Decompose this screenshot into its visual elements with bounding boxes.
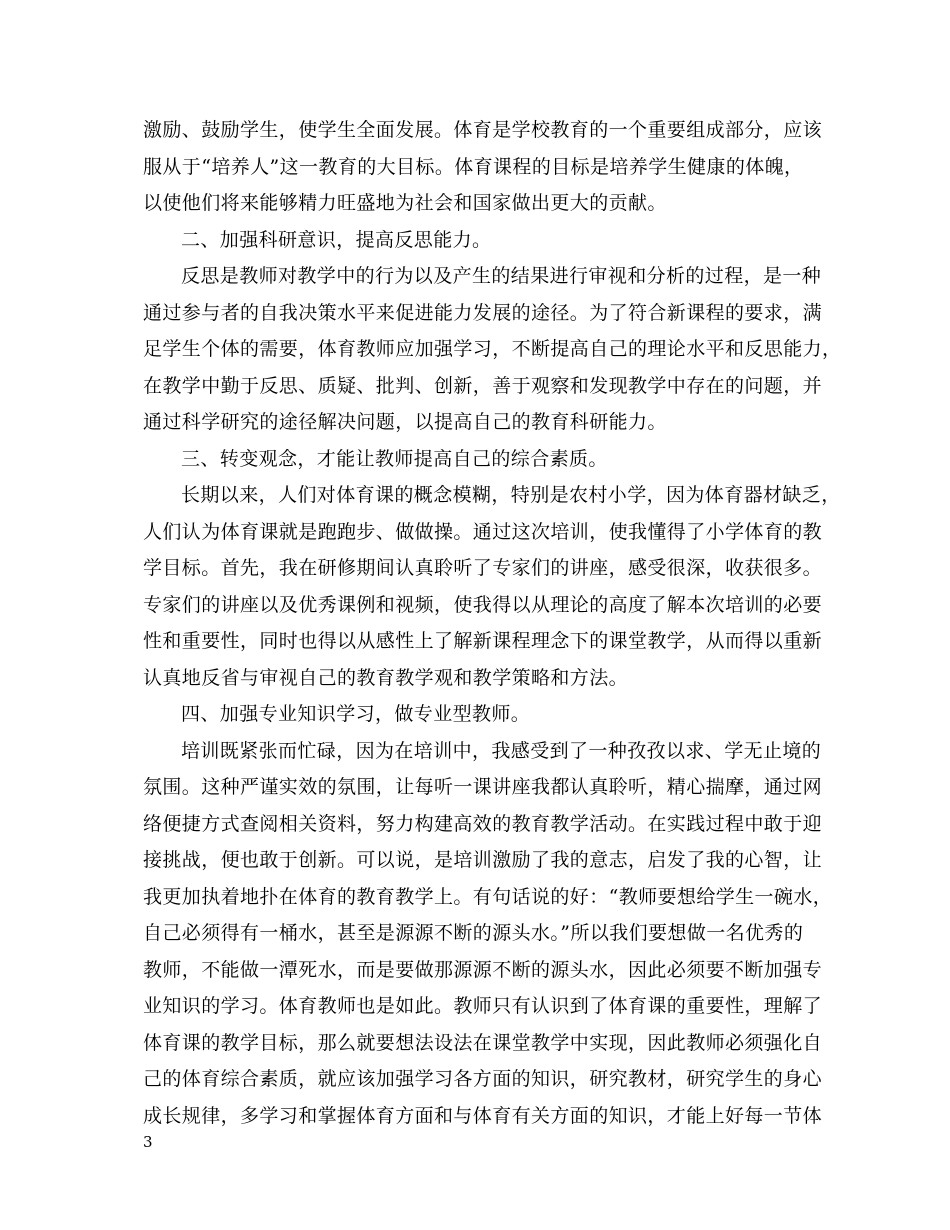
text-line: 教师，不能做一潭死水，而是要做那源源不断的源头水，因此必须要不断加强专 bbox=[143, 958, 823, 981]
text-line: 四、加强专业知识学习，做专业型教师。 bbox=[181, 703, 531, 725]
text-line: 通过参与者的自我决策水平来促进能力发展的途径。为了符合新课程的要求，满 bbox=[143, 301, 823, 324]
text-line: 反思是教师对教学中的行为以及产生的结果进行审视和分析的过程，是一种 bbox=[181, 265, 822, 287]
text-line: 接挑战，便也敢于创新。可以说，是培训激励了我的意志，启发了我的心智，让 bbox=[143, 849, 823, 871]
text-line: 激励、鼓励学生，使学生全面发展。体育是学校教育的一个重要组成部分，应该 bbox=[143, 119, 823, 141]
text-line: 体育课的教学目标，那么就要想法设法在课堂教学中实现，因此教师必须强化自 bbox=[143, 1031, 823, 1054]
text-line: 我更加执着地扑在体育的教育教学上。有句话说的好：“教师要想给学生一碗水， bbox=[143, 885, 833, 908]
text-line: 三、转变观念，才能让教师提高自己的综合素质。 bbox=[181, 447, 608, 470]
text-line: 以使他们将来能够精力旺盛地为社会和国家做出更大的贡献。 bbox=[143, 192, 667, 214]
text-line: 自己必须得有一桶水，甚至是源源不断的源头水。”所以我们要想做一名优秀的 bbox=[143, 922, 804, 944]
text-line: 培训既紧张而忙碌，因为在培训中，我感受到了一种孜孜以求、学无止境的 bbox=[181, 739, 822, 762]
text-line: 氛围。这种严谨实效的氛围，让每听一课讲座我都认真聆听，精心揣摩，通过网 bbox=[143, 776, 823, 798]
text-line: 业知识的学习。体育教师也是如此。教师只有认识到了体育课的重要性，理解了 bbox=[143, 995, 823, 1017]
text-line: 性和重要性，同时也得以从感性上了解新课程理念下的课堂教学，从而得以重新 bbox=[143, 630, 823, 652]
text-line: 己的体育综合素质，就应该加强学习各方面的知识，研究教材，研究学生的身心 bbox=[143, 1068, 823, 1090]
page-number: 3 bbox=[143, 1133, 153, 1151]
text-line: 长期以来，人们对体育课的概念模糊，特别是农村小学，因为体育器材缺乏， bbox=[181, 484, 841, 506]
text-line: 络便捷方式查阅相关资料，努力构建高效的教育教学活动。在实践过程中敢于迎 bbox=[143, 812, 823, 835]
text-line: 人们认为体育课就是跑跑步、做做操。通过这次培训，使我懂得了小学体育的教 bbox=[143, 520, 823, 543]
body-text bbox=[143, 112, 842, 1134]
text-line: 二、加强科研意识，提高反思能力。 bbox=[181, 228, 492, 251]
text-line: 成长规律，多学习和掌握体育方面和与体育有关方面的知识，才能上好每一节体 bbox=[143, 1104, 823, 1127]
text-line: 在教学中勤于反思、质疑、批判、创新，善于观察和发现教学中存在的问题，并 bbox=[143, 374, 823, 397]
text-line: 通过科学研究的途径解决问题，以提高自己的教育科研能力。 bbox=[143, 411, 667, 433]
text-line: 服从于“培养人”这一教育的大目标。体育课程的目标是培养学生健康的体魄， bbox=[143, 155, 804, 178]
text-line: 学目标。首先，我在研修期间认真聆听了专家们的讲座，感受很深，收获很多。 bbox=[143, 557, 823, 579]
text-line: 专家们的讲座以及优秀课例和视频，使我得以从理论的高度了解本次培训的必要 bbox=[143, 593, 823, 616]
text-line: 认真地反省与审视自己的教育教学观和教学策略和方法。 bbox=[143, 666, 629, 689]
text-line: 足学生个体的需要，体育教师应加强学习，不断提高自己的理论水平和反思能力， bbox=[143, 338, 842, 360]
